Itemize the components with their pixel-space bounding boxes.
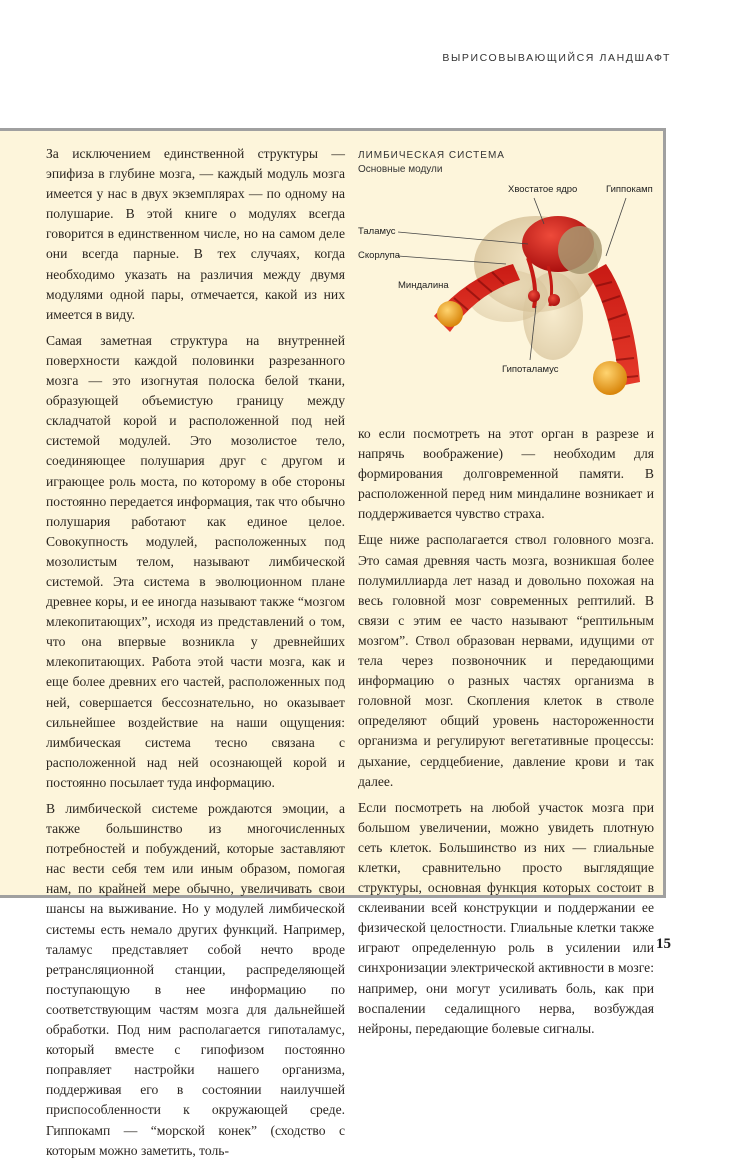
left-column [46, 144, 345, 1167]
figure-subtitle: Основные модули [358, 164, 443, 175]
label-thalamus: Таламус [358, 226, 396, 237]
paragraph: ко если посмотреть на этот орган в разрезе и напрячь воображение) — необходим для формирования долговременной памяти. В расположенной перед ним миндалине возникает и поддерживается чувство страха. [358, 426, 654, 522]
figure-title: ЛИМБИЧЕСКАЯ СИСТЕМА [358, 150, 505, 161]
label-hypothalamus: Гипоталамус [502, 364, 559, 375]
paragraph: За исключением единственной структуры — эпифиза в глубине мозга, — каждый модуль мозга имеется у нас в двух экземплярах — по одному на полушарие. В этой книге о модулях всегда говорится в единственном числе, но на самом деле они всегда парные. В тех случаях, когда необходимо указать на различия между двумя модулями одной пары, отмечается, какой из них имеется в виду. [46, 146, 345, 322]
label-putamen: Скорлупа [358, 250, 401, 261]
mammillary-body [528, 290, 540, 302]
label-caudate: Хвостатое ядро [508, 184, 578, 195]
page-number: 15 [656, 936, 671, 952]
paragraph: Еще ниже располагается ствол головного мозга. Это самая древняя часть мозга, возникшая более полумиллиарда лет назад и довольно похожая на весь головной мозг современных рептилий. В связи с этим ее часто называют “рептильным мозгом”. Ствол образован нервами, идущими от тела через позвоночник и передающими информацию о разных частях организма в головной мозг. Скопления клеток в стволе определяют общий уровень настороженности организма и регулируют вегетативные процессы: дыхание, сердцебиение, давление крови и так далее. [358, 532, 654, 789]
paragraph: В лимбической системе рождаются эмоции, а также большинство из многочисленных потребностей и побуждений, которые заставляют нас вести себя тем или иным образом, помогая нам, по крайней мере обычно, увеличивать свои шансы на выживание. Но у модулей лимбической системы есть немало других функций. Например, таламус представляет собой нечто вроде ретрансляционной станции, распределяющей поступающую в нее информацию по соответствующим частям мозга для дальнейшей обработки. Под ним располагается гипоталамус, который вместе с гипофизом постоянно поправляет настройки нашего организма, поддерживая его в состоянии наилучшей приспособленности к окружающей среде. Гиппокамп — “морской конек” (сходство с которым можно заметить, толь- [46, 801, 345, 1158]
mammillary-body-right [548, 294, 560, 306]
amygdala-right [593, 361, 627, 395]
paragraph: Если посмотреть на любой участок мозга при большом увеличении, можно увидеть плотную сеть клеток. Большинство из них — глиальные клетки, сравнительно просто выглядящие структуры, основная функция которых состоит в склеивании всей конструкции и поддержании ее физической целостности. Глиальные клетки также играют определенную роль в усилении или синхронизации электрической активности в мозге: например, они могут усиливать боль, как при воспалении седалищного нерва, возбуждая нейроны, передающие болевые сигналы. [358, 799, 654, 1036]
label-amygdala: Миндалина [398, 280, 449, 291]
amygdala-left [437, 301, 463, 327]
limbic-figure [358, 146, 654, 420]
leader-hippocampus [606, 198, 626, 256]
right-column [358, 424, 654, 1045]
label-hippocampus: Гиппокамп [606, 184, 653, 195]
running-head: ВЫРИСОВЫВАЮЩИЙСЯ ЛАНДШАФТ [442, 52, 671, 64]
thalamus [558, 226, 602, 274]
paragraph: Самая заметная структура на внутренней поверхности каждой половинки разрезанного мозга — это изогнутая полоска белой ткани, образующей объемистую границу между складчатой корой и расположенной под ней системой модулей. Это мозолистое тело, соединяющее полушария друг с другом и играющее роль моста, по которому в обе стороны постоянно передается информация, так что обычно полушария работают как единое целое. Совокупность модулей, расположенных под мозолистым телом, называют лимбической системой. Эта система в эволюционном плане древнее коры, и ее иногда называют также “мозгом млекопитающих”, исходя из представлений о том, что она впервые возникла у древнейших млекопитающих. Работа этой части мозга, как и еще более древних его частей, расположенных под ней, совершается бессознательно, но оказывает сильнейшее воздействие на наши ощущения: лимбическая система тесно связана с расположенной над ней осознающей корой и постоянно посылает туда информацию. [46, 332, 345, 790]
